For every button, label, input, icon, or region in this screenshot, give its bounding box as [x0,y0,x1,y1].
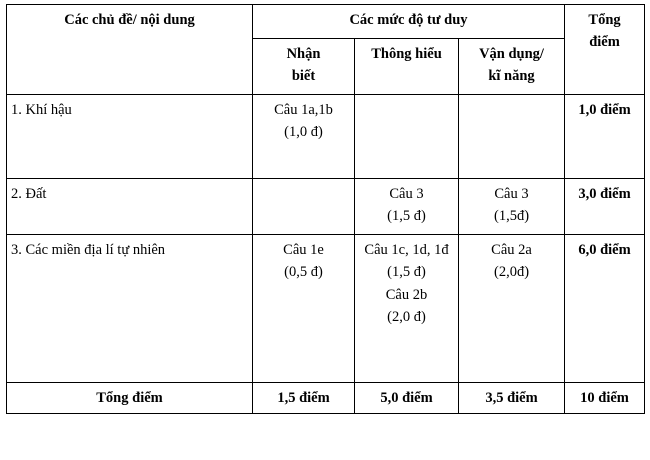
row-3-understand-line2: (1,5 đ) [387,264,426,281]
grading-matrix-table [6,4,645,414]
header-sub-apply-line1: Vận dụng/ [479,46,544,62]
row-3-apply-line2: (2,0đ) [493,264,530,281]
table-row [7,95,645,179]
row-topic-1: 1. Khí hậu [7,95,253,179]
row-3-apply-line1: Câu 2a [491,242,532,258]
row-1-total: 1,0 điểm [565,95,645,179]
row-1-know [253,95,355,179]
row-3-understand-line4: (2,0 đ) [387,309,426,326]
header-sub-know-line2: biết [291,68,316,85]
row-1-know-line2: (1,0 đ) [284,124,323,141]
row-2-apply-line1: Câu 3 [494,186,529,202]
header-topic: Các chủ đề/ nội dung [7,5,253,95]
header-levels: Các mức độ tư duy [253,5,565,39]
row-2-understand [355,179,459,235]
row-3-apply [459,235,565,383]
row-3-know-line2: (0,5 đ) [284,264,323,281]
header-sub-know-line1: Nhận [286,46,321,62]
table-row [7,179,645,235]
row-2-apply-line2: (1,5đ) [493,208,530,225]
table-row [7,235,645,383]
row-3-understand [355,235,459,383]
header-total-line2: điểm [589,34,620,51]
header-total [565,5,645,95]
row-topic-3: 3. Các miền địa lí tự nhiên [7,235,253,383]
row-3-understand-line1: Câu 1c, 1d, 1đ [364,242,449,258]
footer-total: 10 điểm [565,383,645,414]
header-sub-apply [459,39,565,95]
header-total-line1: Tổng [588,12,621,28]
footer-understand: 5,0 điểm [355,383,459,414]
row-2-apply [459,179,565,235]
footer-apply: 3,5 điểm [459,383,565,414]
footer-label: Tổng điểm [7,383,253,414]
table-header-row-main [7,5,645,39]
row-1-apply [459,95,565,179]
row-1-know-line1: Câu 1a,1b [274,102,333,118]
row-3-know-line1: Câu 1e [283,242,324,258]
footer-know: 1,5 điểm [253,383,355,414]
row-3-understand-line3: Câu 2b [385,286,428,303]
row-2-understand-line2: (1,5 đ) [387,208,426,225]
row-2-know [253,179,355,235]
table-footer-row [7,383,645,414]
row-2-understand-line1: Câu 3 [389,186,424,202]
header-sub-understand: Thông hiểu [355,39,459,95]
row-topic-2: 2. Đất [7,179,253,235]
row-2-total: 3,0 điểm [565,179,645,235]
row-1-understand [355,95,459,179]
header-sub-apply-line2: kĩ năng [488,68,535,85]
header-sub-know [253,39,355,95]
row-3-know [253,235,355,383]
row-3-total: 6,0 điểm [565,235,645,383]
